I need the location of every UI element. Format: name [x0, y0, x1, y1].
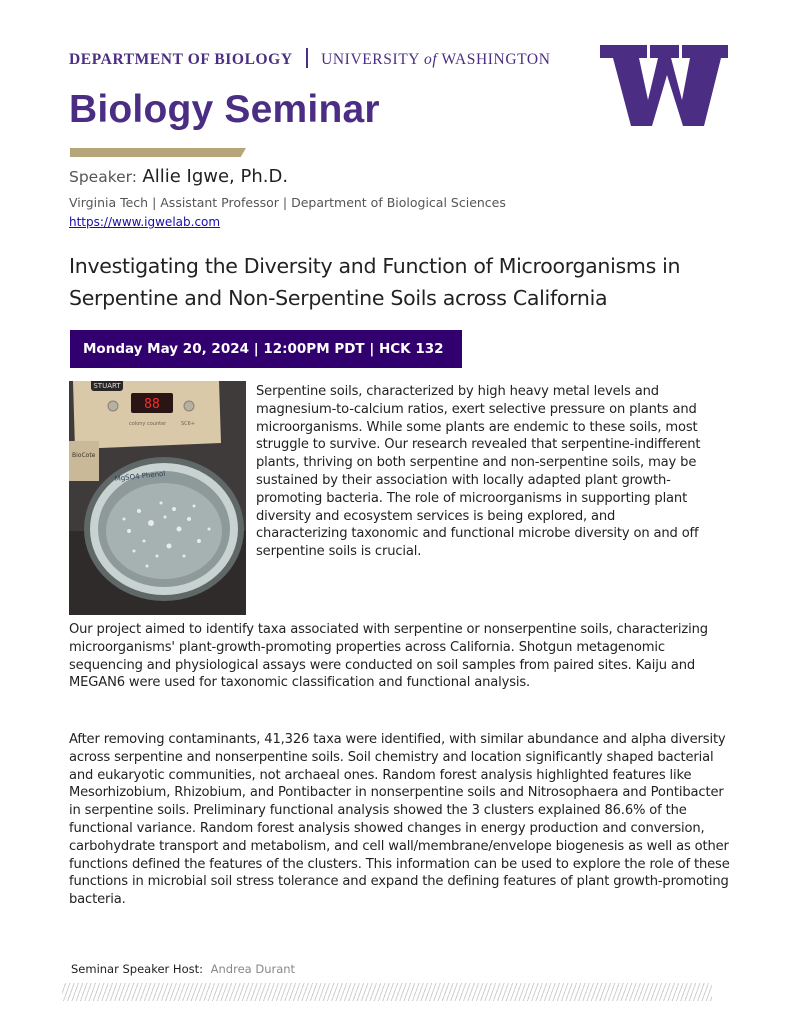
department-name: DEPARTMENT OF BIOLOGY — [69, 51, 293, 68]
seminar-host — [71, 962, 295, 976]
speaker-affiliation: Virginia Tech | Assistant Professor | Department of Biological Sciences — [69, 195, 506, 210]
abstract-paragraph-2: Our project aimed to identify taxa associated with serpentine or nonserpentine soils, characterizing microorganisms' plant-growth-promoting properties across California. Shotgun metagenomic sequencing and physiological assays were conducted on soil samples from paired sites. Kaiju and MEGAN6 were used for taxonomic classification and functional analysis. — [69, 622, 708, 691]
host-name: Andrea Durant — [210, 962, 296, 976]
speaker-website-link[interactable]: https://www.igwelab.com — [69, 215, 221, 229]
device-label: STUART — [93, 382, 121, 390]
speaker-name: Allie Igwe, Ph.D. — [142, 166, 289, 187]
abstract-paragraph-3: After removing contaminants, 41,326 taxa were identified, with similar abundance and alpha diversity across serpentine and nonserpentine soils. Soil chemistry and location significantly shaped bacterial and eukaryotic communities, not archaeal ones. Random forest analysis highlighted features like Mesorhizobium, Rhizobium, and Pontibacter in nonserpentine soils and Nitrosophaera and Pontibacter in serpentine soils. Preliminary functional analysis showed the 3 clusters explained 86.6% of the functional variance. Random forest analysis showed changes in energy production and conversion, carbohydrate transport and metabolism, and cell wall/membrane/envelope biogenesis as well as other functions defined the features of the clusters. This information can be used to explore the role of these functions in microbial soil stress tolerance and expand the defining features of plant growth-promoting bacteria. — [69, 732, 730, 908]
plate-label: MgSO4 Phenol — [114, 469, 166, 483]
speaker-label: Speaker: — [69, 168, 137, 186]
header-divider — [306, 48, 308, 68]
abstract-paragraph-1: Serpentine soils, characterized by high heavy metal levels and magnesium-to-calcium ratios, exert selective pressure on plants and microorganisms. While some plants are endemic to these soils, most struggle to survive. Our research revealed that serpentine-indifferent plants, thriving on both serpentine and non-serpentine soils, may be sustained by their association with locally adapted plant growth-promoting bacteria. The role of microorganisms in supporting plant diversity and ecosystem services is being explored, and characterizing taxonomic and functional microbe diversity on and off serpentine soils is crucial. — [256, 384, 701, 560]
host-label: Seminar Speaker Host: — [71, 962, 203, 976]
university-name-of: of — [424, 51, 438, 68]
gold-accent-bar — [70, 148, 246, 157]
counter-label: colony counter — [129, 421, 167, 427]
university-name-post: WASHINGTON — [441, 51, 551, 68]
page-title: Biology Seminar — [69, 88, 380, 131]
date-time-banner: Monday May 20, 2024 | 12:00PM PDT | HCK 132 — [70, 330, 462, 368]
model-label: SC6+ — [181, 421, 196, 427]
brand-label: BioCote — [72, 452, 96, 459]
department-header — [69, 48, 551, 69]
svg-text:88: 88 — [144, 397, 160, 412]
footer-hatch-decoration — [62, 983, 712, 1001]
speaker-line — [69, 166, 288, 187]
university-name-pre: UNIVERSITY — [321, 51, 420, 68]
talk-title: Investigating the Diversity and Function of Microorganisms in Serpentine and Non-Serpentine Soils across California — [69, 254, 681, 310]
uw-w-logo — [600, 45, 728, 126]
petri-dish-photo — [69, 381, 246, 615]
